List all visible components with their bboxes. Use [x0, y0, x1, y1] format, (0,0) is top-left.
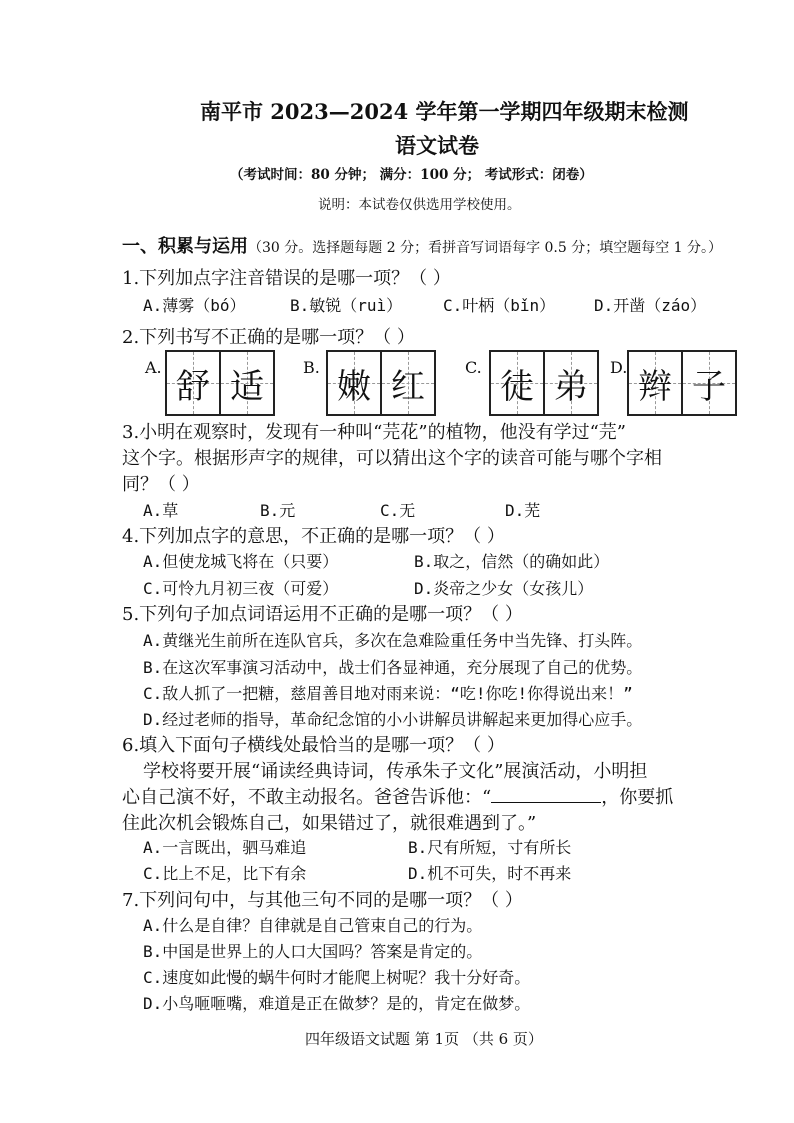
- exam-note: 说明：本试卷仅供选用学校使用。: [318, 197, 521, 213]
- q2-option-d-label: D.: [610, 358, 628, 377]
- char-cell: 子: [681, 350, 737, 416]
- q5-option-d: D.经过老师的指导，革命纪念馆的小小讲解员讲解起来更加得心应手。: [143, 710, 643, 729]
- char-cell: 弟: [543, 350, 599, 416]
- q5-option-a: A.黄继光生前所在连队官兵，多次在急难险重任务中当先锋、打头阵。: [143, 631, 643, 650]
- q5-stem: 5.下列句子加点词语运用不正确的是哪一项？（ ）: [122, 604, 523, 625]
- q6-options-row-2: [0, 861, 794, 883]
- q7-stem: 7.下列问句中，与其他三句不同的是哪一项？（ ）: [122, 890, 523, 911]
- section-heading: [122, 232, 722, 258]
- q2-option-b-label: B.: [303, 358, 320, 377]
- char-cell: 辫: [627, 350, 683, 416]
- q1-options: [0, 293, 794, 315]
- q2-option-d-grid: [629, 350, 737, 414]
- q6-passage-line-3: 住此次机会锻炼自己，如果错过了，就很难遇到了。”: [122, 813, 537, 834]
- q2-option-a-grid: [167, 350, 275, 414]
- q6-stem: 6.填入下面句子横线处最恰当的是哪一项？（ ）: [122, 735, 505, 756]
- char-cell: 适: [219, 350, 275, 416]
- q3-option-d: D.芜: [505, 501, 541, 520]
- q3-option-a: A.草: [143, 501, 179, 520]
- q6-option-c: C.比上不足，比下有余: [143, 864, 307, 883]
- page-footer: 四年级语文试题 第 1页 （共 6 页）: [305, 1030, 543, 1048]
- q2-option-c-grid: [491, 350, 599, 414]
- q2-stem: 2.下列书写不正确的是哪一项？（ ）: [122, 327, 415, 348]
- exam-subtitle: 语文试卷: [395, 133, 479, 158]
- q3-line-2: 这个字。根据形声字的规律，可以猜出这个字的读音可能与哪个字相: [122, 448, 662, 469]
- q7-option-a: A.什么是自律？自律就是自己管束自己的行为。: [143, 916, 483, 935]
- q6-options-row-1: [0, 835, 794, 857]
- q4-option-d: D.炎帝之少女（女孩儿）: [414, 579, 594, 598]
- q7-option-b: B.中国是世界上的人口大国吗？答案是肯定的。: [143, 942, 483, 961]
- exam-info: （考试时间：80 分钟； 满分：100 分； 考试形式：闭卷）: [230, 167, 593, 183]
- q4-options-row-1: [0, 549, 794, 571]
- q7-option-d: D.小鸟咂咂嘴，难道是正在做梦？是的，肯定在做梦。: [143, 994, 531, 1013]
- q3-line-1: 3.小明在观察时，发现有一种叫“芫花”的植物，他没有学过“芫”: [122, 422, 626, 443]
- q2-option-b-grid: [328, 350, 436, 414]
- q6-option-b: B.尺有所短，寸有所长: [408, 838, 572, 857]
- q1-option-b: B.敏锐（ruì）: [290, 296, 403, 315]
- q6-passage-line-2: 心自己演不好，不敢主动报名。爸爸告诉他：“ ，你要抓: [122, 783, 673, 809]
- q2-option-a-label: A.: [145, 358, 162, 377]
- q5-option-b: B.在这次军事演习活动中，战士们各显神通，充分展现了自己的优势。: [143, 658, 643, 677]
- q1-stem: 1.下列加点字注音错误的是哪一项？（ ）: [122, 268, 451, 289]
- q5-option-c: C.敌人抓了一把糖，慈眉善目地对雨来说：“吃!你吃!你得说出来！”: [143, 684, 633, 703]
- q4-option-b: B.取之，信然（的确如此）: [414, 552, 610, 571]
- q6-passage-line-1: 学校将要开展“诵读经典诗词，传承朱子文化”展演活动，小明担: [143, 761, 648, 782]
- q4-stem: 4.下列加点字的意思，不正确的是哪一项？（ ）: [122, 526, 505, 547]
- q1-option-a: A.薄雾（bó）: [143, 296, 246, 315]
- q6-option-d: D.机不可失，时不再来: [408, 864, 572, 883]
- q2-option-c-label: C.: [465, 358, 482, 377]
- q3-options: [0, 498, 794, 520]
- q7-option-c: C.速度如此慢的蜗牛何时才能爬上树呢？我十分好奇。: [143, 968, 531, 987]
- q4-option-a: A.但使龙城飞将在（只要）: [143, 552, 339, 571]
- q4-option-c: C.可怜九月初三夜（可爱）: [143, 579, 339, 598]
- answer-blank: [491, 784, 601, 803]
- section-title: 一、积累与运用: [122, 236, 248, 257]
- char-cell: 舒: [165, 350, 221, 416]
- q3-line-3: 同？（ ）: [122, 474, 200, 495]
- q1-option-c: C.叶柄（bǐn）: [443, 296, 556, 315]
- q4-options-row-2: [0, 576, 794, 598]
- exam-title: 南平市 2023—2024 学年第一学期四年级期末检测: [200, 99, 689, 124]
- q3-option-b: B.元: [260, 501, 296, 520]
- section-subtitle: （30 分。选择题每题 2 分；看拼音写词语每字 0.5 分；填空题每空 1 分。）: [248, 240, 723, 256]
- q1-option-d: D.开凿（záo）: [594, 296, 707, 315]
- char-cell: 嫩: [326, 350, 382, 416]
- char-cell: 徒: [489, 350, 545, 416]
- q6-option-a: A.一言既出，驷马难追: [143, 838, 307, 857]
- char-cell: 红: [380, 350, 436, 416]
- q3-option-c: C.无: [380, 501, 416, 520]
